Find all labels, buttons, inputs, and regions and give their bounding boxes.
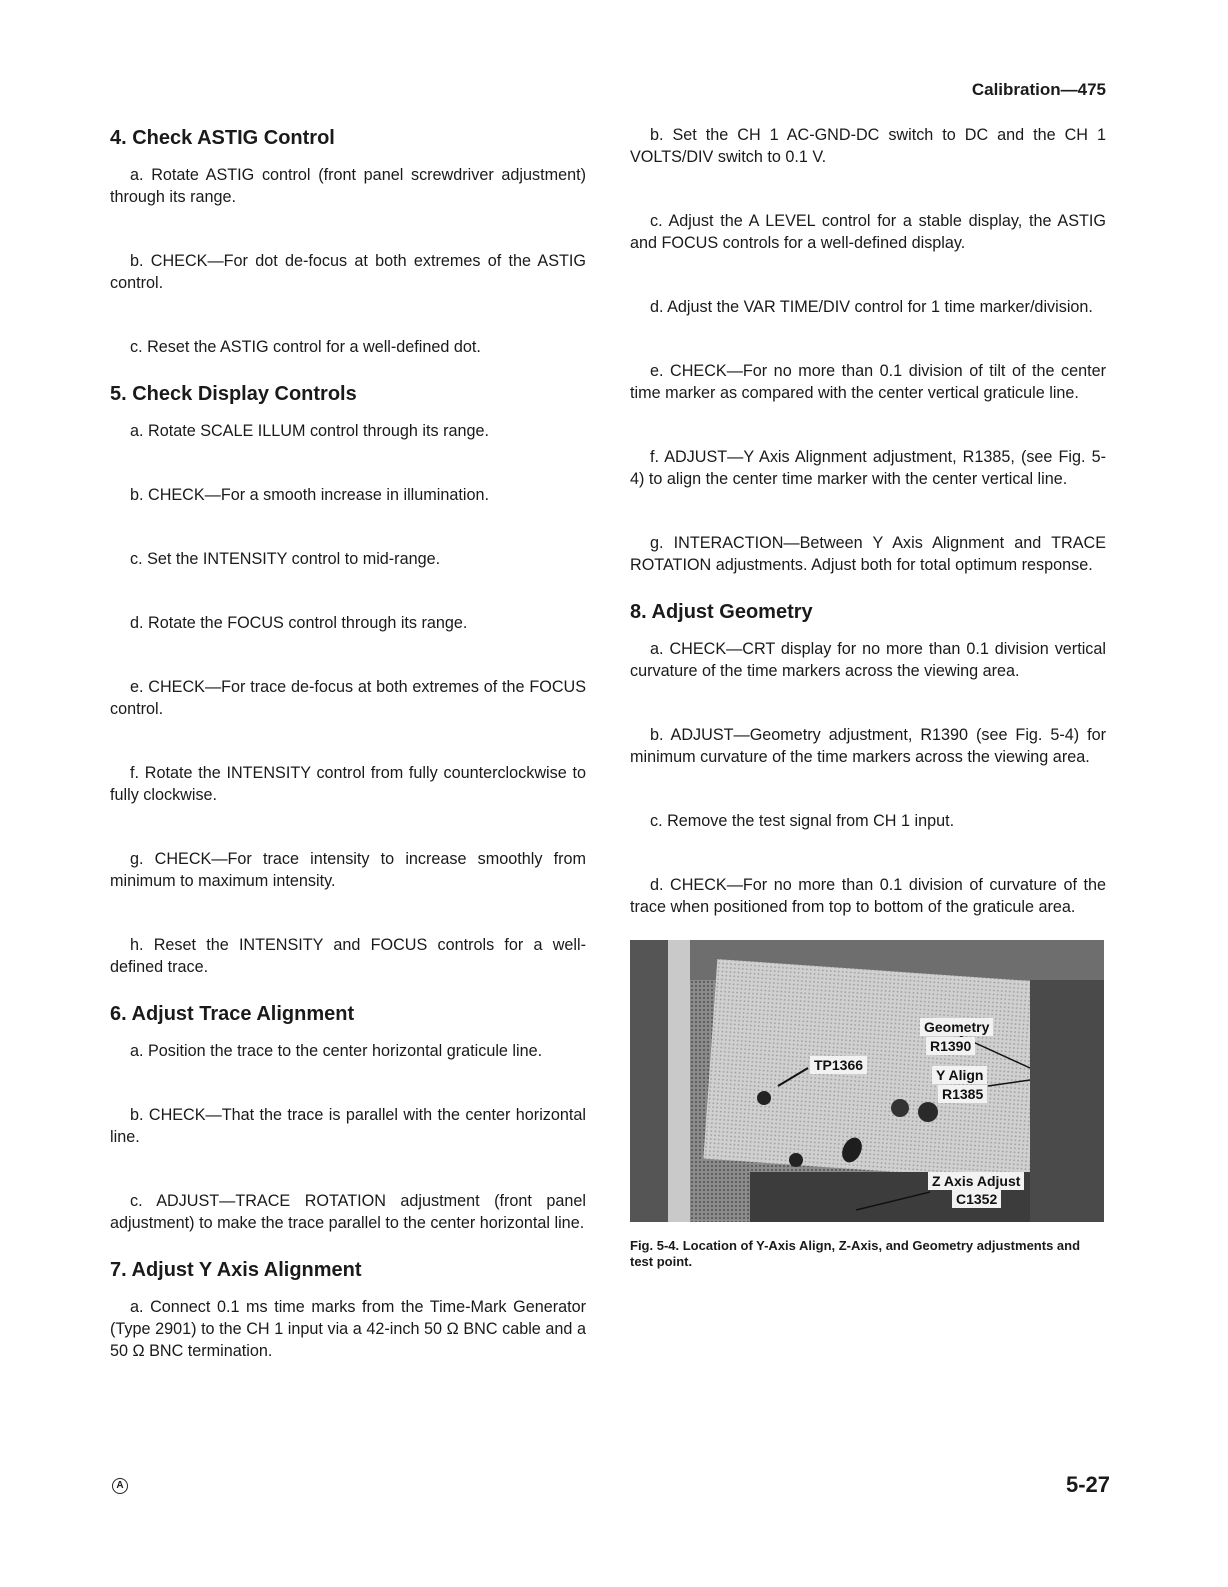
section-adjust-y-axis xyxy=(110,1256,586,1362)
section-title: 5. Check Display Controls xyxy=(110,383,357,405)
step-text: d. Rotate the FOCUS control through its range. xyxy=(130,614,468,632)
section-title: 8. Adjust Geometry xyxy=(630,601,813,623)
section-check-astig xyxy=(110,124,586,358)
step-text: g. INTERACTION—Between Y Axis Alignment and TRACE ROTATION adjustments. Adjust both for total optimum response. xyxy=(630,534,1106,574)
label-y-align: Y Align xyxy=(932,1066,987,1084)
step-text: e. CHECK—For no more than 0.1 division of tilt of the center time marker as compared with the center vertical graticule line. xyxy=(630,362,1106,402)
label-tp1366: TP1366 xyxy=(810,1056,867,1074)
step-text: b. CHECK—For a smooth increase in illumination. xyxy=(130,486,489,504)
step-text: c. Remove the test signal from CH 1 input. xyxy=(650,812,955,830)
step-text: c. ADJUST—TRACE ROTATION adjustment (front panel adjustment) to make the trace parallel to the center horizontal line. xyxy=(110,1192,586,1232)
step-text: a. Rotate ASTIG control (front panel screwdriver adjustment) through its range. xyxy=(110,166,586,206)
figure-circuit-board-photo xyxy=(630,940,1104,1222)
step-text: c. Adjust the A LEVEL control for a stable display, the ASTIG and FOCUS controls for a well-defined display. xyxy=(630,212,1106,252)
step-text: a. CHECK—CRT display for no more than 0.1 division vertical curvature of the time markers across the viewing area. xyxy=(630,640,1106,680)
page-number: 5-27 xyxy=(1065,1472,1110,1497)
section-adjust-y-axis-continued xyxy=(630,124,1106,576)
figure-caption: Fig. 5-4. Location of Y-Axis Align, Z-Axis, and Geometry adjustments and test point. xyxy=(630,1238,1081,1269)
step-text: d. Adjust the VAR TIME/DIV control for 1 time marker/division. xyxy=(650,298,1093,316)
label-c1352: C1352 xyxy=(952,1190,1001,1208)
step-text: f. ADJUST—Y Axis Alignment adjustment, R1385, (see Fig. 5-4) to align the center time marker with the center vertical line. xyxy=(630,448,1106,488)
step-text: b. ADJUST—Geometry adjustment, R1390 (see Fig. 5-4) for minimum curvature of the time markers across the viewing area. xyxy=(630,726,1106,766)
step-text: a. Position the trace to the center horizontal graticule line. xyxy=(130,1042,543,1060)
step-text: e. CHECK—For trace de-focus at both extremes of the FOCUS control. xyxy=(110,678,586,718)
section-adjust-trace-alignment xyxy=(110,1000,586,1234)
left-column xyxy=(110,124,586,1384)
revision-symbol: A xyxy=(112,1478,128,1494)
section-title: 7. Adjust Y Axis Alignment xyxy=(110,1259,362,1281)
label-r1390: R1390 xyxy=(926,1037,975,1055)
step-text: b. CHECK—For dot de-focus at both extremes of the ASTIG control. xyxy=(110,252,586,292)
section-check-display-controls xyxy=(110,380,586,978)
label-z-axis-adjust: Z Axis Adjust xyxy=(928,1172,1024,1190)
section-adjust-geometry xyxy=(630,598,1106,918)
step-text: a. Rotate SCALE ILLUM control through its range. xyxy=(130,422,490,440)
step-text: g. CHECK—For trace intensity to increase smoothly from minimum to maximum intensity. xyxy=(110,850,586,890)
running-head: Calibration—475 xyxy=(971,80,1106,99)
right-column xyxy=(630,124,1106,1270)
step-text: f. Rotate the INTENSITY control from fully counterclockwise to fully clockwise. xyxy=(110,764,586,804)
section-title: 6. Adjust Trace Alignment xyxy=(110,1003,355,1025)
step-text: b. CHECK—That the trace is parallel with the center horizontal line. xyxy=(110,1106,586,1146)
section-title: 4. Check ASTIG Control xyxy=(110,127,335,149)
step-text: c. Set the INTENSITY control to mid-range. xyxy=(130,550,441,568)
label-r1385: R1385 xyxy=(938,1085,987,1103)
label-geometry: Geometry xyxy=(920,1018,993,1036)
step-text: c. Reset the ASTIG control for a well-defined dot. xyxy=(130,338,481,356)
circuit-board-illustration xyxy=(630,940,1104,1222)
step-text: a. Connect 0.1 ms time marks from the Time-Mark Generator (Type 2901) to the CH 1 input via a 42-inch 50 Ω BNC cable and a 50 Ω BNC termination. xyxy=(110,1298,586,1360)
step-text: d. CHECK—For no more than 0.1 division of curvature of the trace when positioned from top to bottom of the graticule area. xyxy=(630,876,1106,916)
step-text: b. Set the CH 1 AC-GND-DC switch to DC and the CH 1 VOLTS/DIV switch to 0.1 V. xyxy=(630,126,1106,166)
step-text: h. Reset the INTENSITY and FOCUS controls for a well-defined trace. xyxy=(110,936,586,976)
